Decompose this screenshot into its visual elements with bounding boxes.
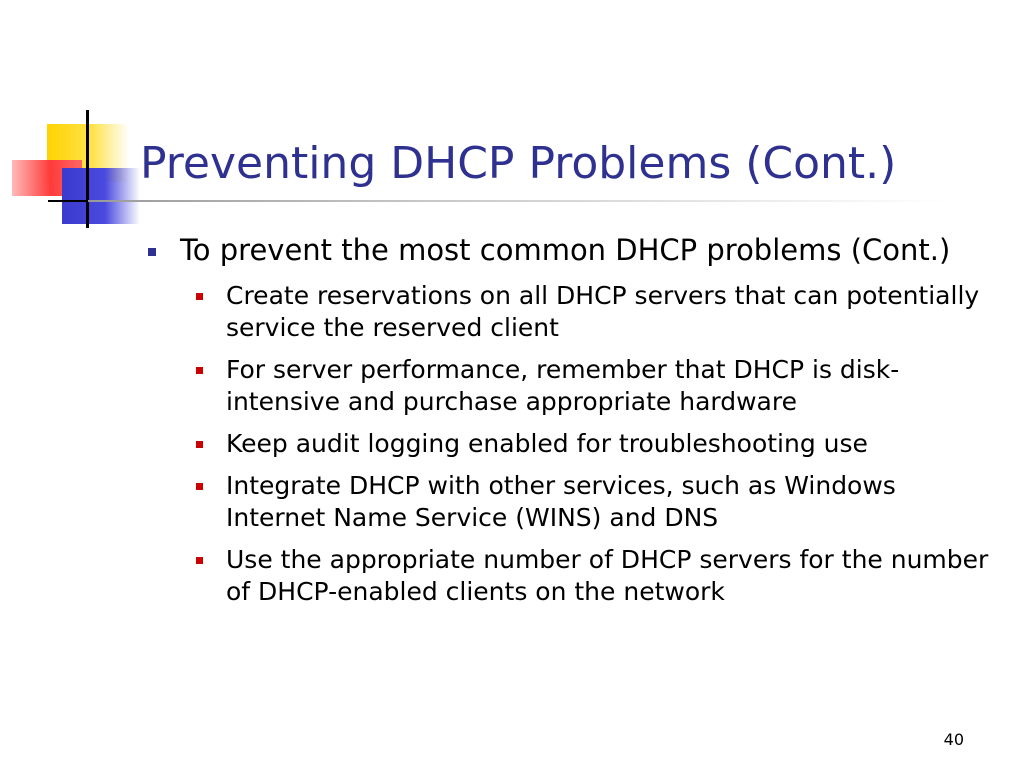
- sub-bullet-text: Integrate DHCP with other services, such as Windows Internet Name Service (WINS) and DNS: [226, 471, 896, 532]
- square-bullet-icon: [148, 248, 156, 256]
- sub-bullet-text: Create reservations on all DHCP servers that can potentially service the reserved client: [226, 281, 980, 342]
- sub-bullet: [226, 544, 990, 608]
- slide-content: [140, 232, 990, 618]
- sub-bullet-text: Use the appropriate number of DHCP servers for the number of DHCP-enabled clients on the network: [226, 545, 989, 606]
- square-bullet-icon: [196, 557, 203, 564]
- sub-bullet-list: [140, 280, 990, 608]
- bullet-level1-text: To prevent the most common DHCP problems (Cont.): [180, 233, 951, 267]
- square-bullet-icon: [196, 483, 203, 490]
- title-underline: [88, 200, 948, 202]
- square-bullet-icon: [196, 441, 203, 448]
- page-number: 40: [943, 730, 964, 749]
- sub-bullet: [226, 354, 990, 418]
- sub-bullet: [226, 470, 990, 534]
- square-bullet-icon: [196, 293, 203, 300]
- logo-vertical-line: [86, 110, 89, 228]
- slide-title: Preventing DHCP Problems (Cont.): [140, 138, 897, 189]
- sub-bullet-text: For server performance, remember that DHCP is disk-intensive and purchase appropriate hardware: [226, 355, 900, 416]
- bullet-level1: [140, 232, 990, 268]
- logo-blue-square: [62, 168, 140, 224]
- sub-bullet: [226, 428, 990, 460]
- decorative-logo: [0, 0, 200, 240]
- sub-bullet-text: Keep audit logging enabled for troubleshooting use: [226, 429, 868, 458]
- square-bullet-icon: [196, 367, 203, 374]
- sub-bullet: [226, 280, 990, 344]
